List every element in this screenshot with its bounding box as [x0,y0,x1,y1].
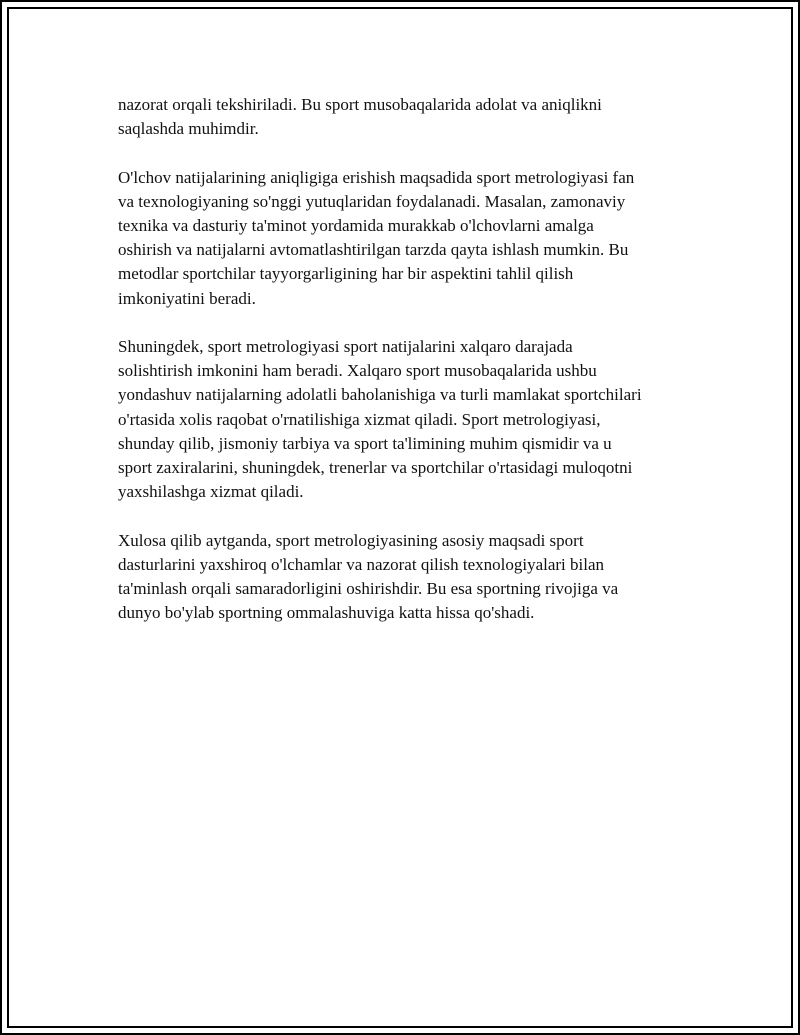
document-body [118,93,698,650]
paragraph-1: nazorat orqali tekshiriladi. Bu sport musobaqalarida adolat va aniqlikni saqlashda muhimdir. [118,95,602,139]
paragraph-3: Shuningdek, sport metrologiyasi sport natijalarini xalqaro darajada solishtirish imkonini ham beradi. Xalqaro sport musobaqalarida ushbu yondashuv natijalarning adolatli baholanishiga va turli mamlakat sportchilari o'rtasida xolis raqobat o'rnatilishiga xizmat qiladi. Sport metrologiyasi, shunday qilib, jismoniy tarbiya va sport ta'limining muhim qismidir va u sport zaxiralarini, shuningdek, trenerlar va sportchilar o'rtasidagi muloqotni yaxshilashga xizmat qiladi. [118,337,642,502]
paragraph-4: Xulosa qilib aytganda, sport metrologiyasining asosiy maqsadi sport dasturlarini yaxshiroq o'lchamlar va nazorat qilish texnologiyalari bilan ta'minlash orqali samaradorligini oshirishdir. Bu esa sportning rivojiga va dunyo bo'ylab sportning ommalashuviga katta hissa qo'shadi. [118,530,619,623]
paragraph-2: O'lchov natijalarining aniqligiga erishish maqsadida sport metrologiyasi fan va texnologiyaning so'nggi yutuqlaridan foydalanadi. Masalan, zamonaviy texnika va dasturiy ta'minot yordamida murakkab o'lchovlarni amalga oshirish va natijalarni avtomatlashtirilgan tarzda qayta ishlash mumkin. Bu metodlar sportchilar tayyorgarligining har bir aspektini tahlil qilish imkoniyatini beradi. [118,167,635,308]
